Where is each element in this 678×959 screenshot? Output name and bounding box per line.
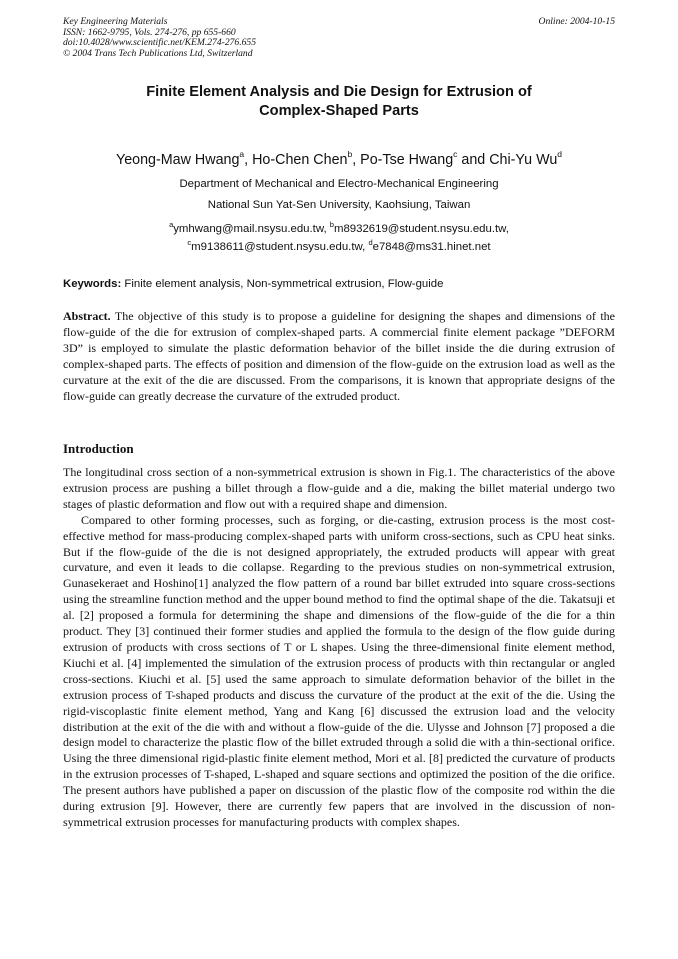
- email-c: m9138611@student.nsysu.edu.tw,: [191, 241, 366, 253]
- email-sup: c: [187, 238, 192, 247]
- author-sup: d: [557, 149, 563, 159]
- title-line-2: Complex-Shaped Parts: [259, 103, 419, 119]
- online-date: Online: 2004-10-15: [538, 16, 615, 27]
- abstract-label: Abstract.: [63, 309, 111, 323]
- author-name: Ho-Chen Chen: [252, 152, 348, 168]
- email-sup: d: [368, 238, 373, 247]
- title-line-1: Finite Element Analysis and Die Design for Extrusion of: [146, 84, 532, 100]
- email-b: m8932619@student.nsysu.edu.tw,: [333, 223, 509, 235]
- email-sup: b: [329, 220, 334, 229]
- journal-doi: doi:10.4028/www.scientific.net/KEM.274-276.655: [63, 37, 257, 49]
- abstract: [63, 309, 615, 404]
- author-name: Po-Tse Hwang: [360, 152, 454, 168]
- paper-title: [60, 83, 618, 121]
- author-sep: and: [457, 152, 490, 168]
- introduction-body: [63, 465, 615, 831]
- author-name: Chi-Yu Wu: [489, 152, 558, 168]
- author-sup: a: [239, 149, 245, 159]
- journal-info: [63, 17, 256, 59]
- intro-paragraph-1: The longitudinal cross section of a non-symmetrical extrusion is shown in Fig.1. The characteristics of the above extrusion process are pushing a billet through a flow-guide and a die, making the billet material undergo two stages of plastic deformation and flow out with a required shape and dimension.: [63, 465, 615, 511]
- journal-copyright: © 2004 Trans Tech Publications Ltd, Switzerland: [63, 47, 253, 59]
- email-line-1: [40, 222, 638, 236]
- keywords: [63, 277, 615, 291]
- email-sup: a: [169, 220, 174, 229]
- intro-paragraph-2: Compared to other forming processes, such as forging, or die-casting, extrusion process is the most cost-effective method for mass-producing complex-shaped parts with uniform cross-sections, such as CPU heat sinks. But if the flow-guide of the die is not designed appropriately, the extruded products will appear with great curvature, and even it leads to die collapse. Regarding to the previous studies on non-symmetrical extrusion, Gunasekeraet and Hoshino[1] analyzed the flow pattern of a round bar billet extruded into square cross-sections using the streamline function method and the upper bound method to find the optimal shape of the die. Takatsuji et al. [2] proposed a formula for determining the shape and dimensions of the flow-guide of the die for a thin product. They [3] continued their former studies and applied the formula to the design of the flow guide during extrusion of products with cross sections of T or L shapes. Using the three-dimensional finite element method, Kiuchi et al. [4] implemented the simulation of the extrusion process of products with thin rectangular or angled cross-sections. Kiuchi et al. [5] used the same approach to simulate deformation behavior of the billet in the extrusion process of T-shaped products and discuss the curvature of the product at the exit of the die. Using the rigid-viscoplastic finite element method, Yang and Kang [6] discussed the extrusion load and the velocity distribution at the exit of the die with and without a flow-guide of the die. Ulysse and Johnson [7] proposed a die design model to characterize the plastic flow of the billet extruded through a solid die with a thin-sectional orifice. Using the three dimensional rigid-plastic finite element method, Mori et al. [8] predicted the curvature of products in the extrusion processes of T-shaped, L-shaped and square sections and optimized the position of the die orifice. The present authors have published a paper on discussion of the plastic flow of the composite rod within the die during extrusion [9]. However, there are currently few papers that are involved in the discussion of non-symmetrical extrusion processes for manufacturing products with complex shapes.: [63, 512, 615, 829]
- affiliation-department: Department of Mechanical and Electro-Mechanical Engineering: [179, 178, 499, 190]
- journal-name: Key Engineering Materials: [63, 16, 168, 27]
- author-sup: c: [453, 149, 458, 159]
- author-sup: b: [347, 149, 353, 159]
- keywords-label: Keywords:: [63, 278, 122, 290]
- author-list: [40, 151, 638, 169]
- author-sep: ,: [352, 152, 361, 168]
- author-sep: ,: [244, 152, 253, 168]
- abstract-text: The objective of this study is to propose a guideline for designing the shapes and dimensions of the flow-guide of the die for extrusion of complex-shaped parts. A commercial finite element package ”DEFORM 3D” is employed to simulate the plastic deformation behavior of the billet inside the die during extrusion of complex-shaped parts. The effects of position and dimension of the flow-guide on the extrusion load as well as the curvature at the exit of the die are discussed. From the comparisons, it is known that appropriate designs of the flow-guide can greatly decrease the curvature of the extruded product.: [63, 309, 615, 403]
- journal-issn: ISSN: 1662-9795, Vols. 274-276, pp 655-660: [63, 26, 236, 38]
- author-name: Yeong-Maw Hwang: [115, 152, 240, 168]
- affiliation-university: National Sun Yat-Sen University, Kaohsiung, Taiwan: [207, 199, 471, 211]
- introduction-heading: Introduction: [63, 441, 134, 456]
- keywords-text: Finite element analysis, Non-symmetrical extrusion, Flow-guide: [124, 278, 444, 290]
- email-d: e7848@ms31.hinet.net: [372, 241, 491, 253]
- email-line-2: [40, 240, 638, 254]
- email-a: ymhwang@mail.nsysu.edu.tw,: [173, 223, 327, 235]
